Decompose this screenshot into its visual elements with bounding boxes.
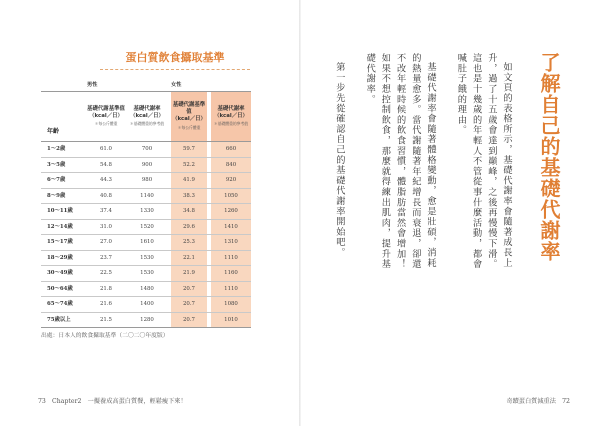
female-bmr-std-cell: 34.8 [171, 204, 207, 219]
female-bmr-std-cell: 29.6 [171, 220, 207, 235]
male-bmr-std-cell: 44.3 [99, 177, 112, 183]
male-bmr-std-cell: 61.0 [99, 146, 112, 152]
table-row [41, 220, 251, 236]
male-bmr-std-cell: 31.0 [99, 223, 112, 230]
table-row [41, 173, 251, 189]
female-bmr-cell: 1110 [211, 251, 251, 266]
body-text [333, 53, 514, 278]
male-label: 男性 [87, 82, 98, 88]
table-row [41, 158, 251, 174]
male-bmr-cell: 700 [141, 146, 153, 152]
male-bmr-std-cell: 54.8 [99, 161, 112, 168]
age-cell: 1～2歲 [47, 146, 66, 152]
female-bmr-std-cell: 21.9 [171, 266, 207, 281]
male-bmr-std-cell: 37.4 [99, 208, 112, 214]
female-bmr-cell: 1160 [211, 266, 251, 281]
female-bmr-cell: 920 [211, 173, 251, 188]
male-bmr-std-cell: 21.6 [99, 301, 112, 307]
male-bmr-header: 基礎代謝率 （kcal／日） ＊基礎體重的參考值 [129, 105, 165, 127]
paragraph: 基礎代謝率會隨著體格變動，愈是壯碩，消耗的熱量愈多。當代謝隨著年紀增長而衰退，卻還不改年輕時候的飲食習慣，體脂肪當然會增加！如果不想控制飲食，那麼就得練出肌肉，提升基礎代謝率。 [364, 53, 436, 270]
female-bmr-header: 基礎代謝率 （kcal／日） ＊基礎體重的參考值 [211, 92, 251, 141]
section-title: 了解自己的基礎代謝率 [537, 52, 561, 262]
female-bmr-cell: 1080 [211, 297, 251, 312]
age-cell: 3～5歲 [47, 161, 66, 168]
male-bmr-cell: 1400 [140, 301, 154, 307]
table-row [41, 142, 251, 158]
female-bmr-std-cell: 20.7 [171, 282, 207, 297]
table-title: 蛋白質飲食攝取基準 [100, 49, 250, 70]
male-bmr-cell: 1520 [140, 223, 154, 230]
female-bmr-cell: 660 [211, 142, 251, 157]
male-bmr-cell: 1280 [140, 316, 154, 323]
age-cell: 15～17歲 [47, 239, 73, 245]
male-bmr-cell: 1610 [140, 239, 154, 245]
female-bmr-std-cell: 20.7 [171, 297, 207, 312]
female-bmr-std-cell: 41.9 [171, 173, 207, 188]
female-bmr-std-cell: 25.3 [171, 235, 207, 250]
table-row [41, 266, 251, 282]
female-bmr-std-cell: 52.2 [171, 158, 207, 173]
male-bmr-std-cell: 21.8 [99, 285, 112, 292]
female-bmr-std-cell: 59.7 [171, 142, 207, 157]
age-header: 年齡 [47, 128, 60, 135]
paragraph: 第一步先從確認自己的基礎代謝率開始吧。 [333, 62, 345, 258]
table-header [41, 91, 251, 142]
male-bmr-cell: 1530 [140, 254, 154, 261]
female-bmr-cell: 1410 [211, 220, 251, 235]
female-bmr-std-cell: 38.3 [171, 189, 207, 204]
female-bmr-cell: 1260 [211, 204, 251, 219]
female-bmr-cell: 840 [211, 158, 251, 173]
table-row [41, 313, 251, 329]
table-row [41, 204, 251, 220]
table-row [41, 282, 251, 298]
table-row [41, 235, 251, 251]
age-cell: 10～11歲 [47, 208, 73, 214]
age-cell: 18～29歲 [47, 254, 73, 261]
male-bmr-cell: 900 [141, 161, 153, 168]
male-bmr-std-cell: 21.5 [99, 316, 112, 323]
table-row [41, 297, 251, 313]
female-bmr-cell: 1050 [211, 189, 251, 204]
age-cell: 50～64歲 [47, 285, 73, 292]
left-folio: 73 Chapter2 一擬養成高蛋白質餐，輕鬆瘦下來！ [38, 398, 187, 405]
male-bmr-std-header: 基礎代謝基準值 （kcal／日） ＊每公斤體重 [87, 105, 125, 127]
table-body [41, 91, 251, 328]
paragraph: 如文頁的表格所示，基礎代謝率會隨著成長上升，過了十五歲會達到巔峰，之後再慢慢下滑。這也是十幾歲的年輕人不管從事什麼活動，都會喊肚子餓的理由。 [455, 53, 512, 270]
female-bmr-std-cell: 22.1 [171, 251, 207, 266]
male-bmr-std-cell: 40.8 [99, 192, 112, 199]
female-bmr-cell: 1010 [211, 313, 251, 328]
book-spine [299, 0, 301, 426]
age-cell: 30～49歲 [47, 270, 73, 276]
table-row [41, 251, 251, 267]
male-bmr-std-cell: 23.7 [99, 254, 112, 261]
male-bmr-cell: 1330 [140, 208, 154, 214]
female-bmr-cell: 1310 [211, 235, 251, 250]
age-cell: 6～7歲 [47, 177, 66, 183]
male-bmr-cell: 1530 [140, 270, 154, 276]
male-bmr-cell: 980 [141, 177, 153, 183]
female-label: 女性 [171, 82, 182, 88]
age-cell: 8～9歲 [47, 192, 66, 199]
male-bmr-cell: 1480 [140, 285, 154, 292]
female-bmr-cell: 1110 [211, 282, 251, 297]
table-row [41, 189, 251, 205]
age-cell: 12～14歲 [47, 223, 73, 230]
male-bmr-std-cell: 27.0 [99, 239, 112, 245]
right-folio: 奇蹟蛋白質減重法 72 [506, 398, 570, 405]
female-bmr-std-header: 基礎代謝基準值 （kcal／日） ＊每公斤體重 [171, 92, 207, 141]
table-source: 出處：日本人的飲食攝取基準（二〇二〇年度版） [41, 333, 169, 339]
age-cell: 75歲以上 [47, 316, 71, 323]
female-bmr-std-cell: 20.7 [171, 313, 207, 328]
male-bmr-std-cell: 22.5 [99, 270, 112, 276]
age-cell: 65～74歲 [47, 301, 73, 307]
male-bmr-cell: 1140 [140, 192, 154, 199]
